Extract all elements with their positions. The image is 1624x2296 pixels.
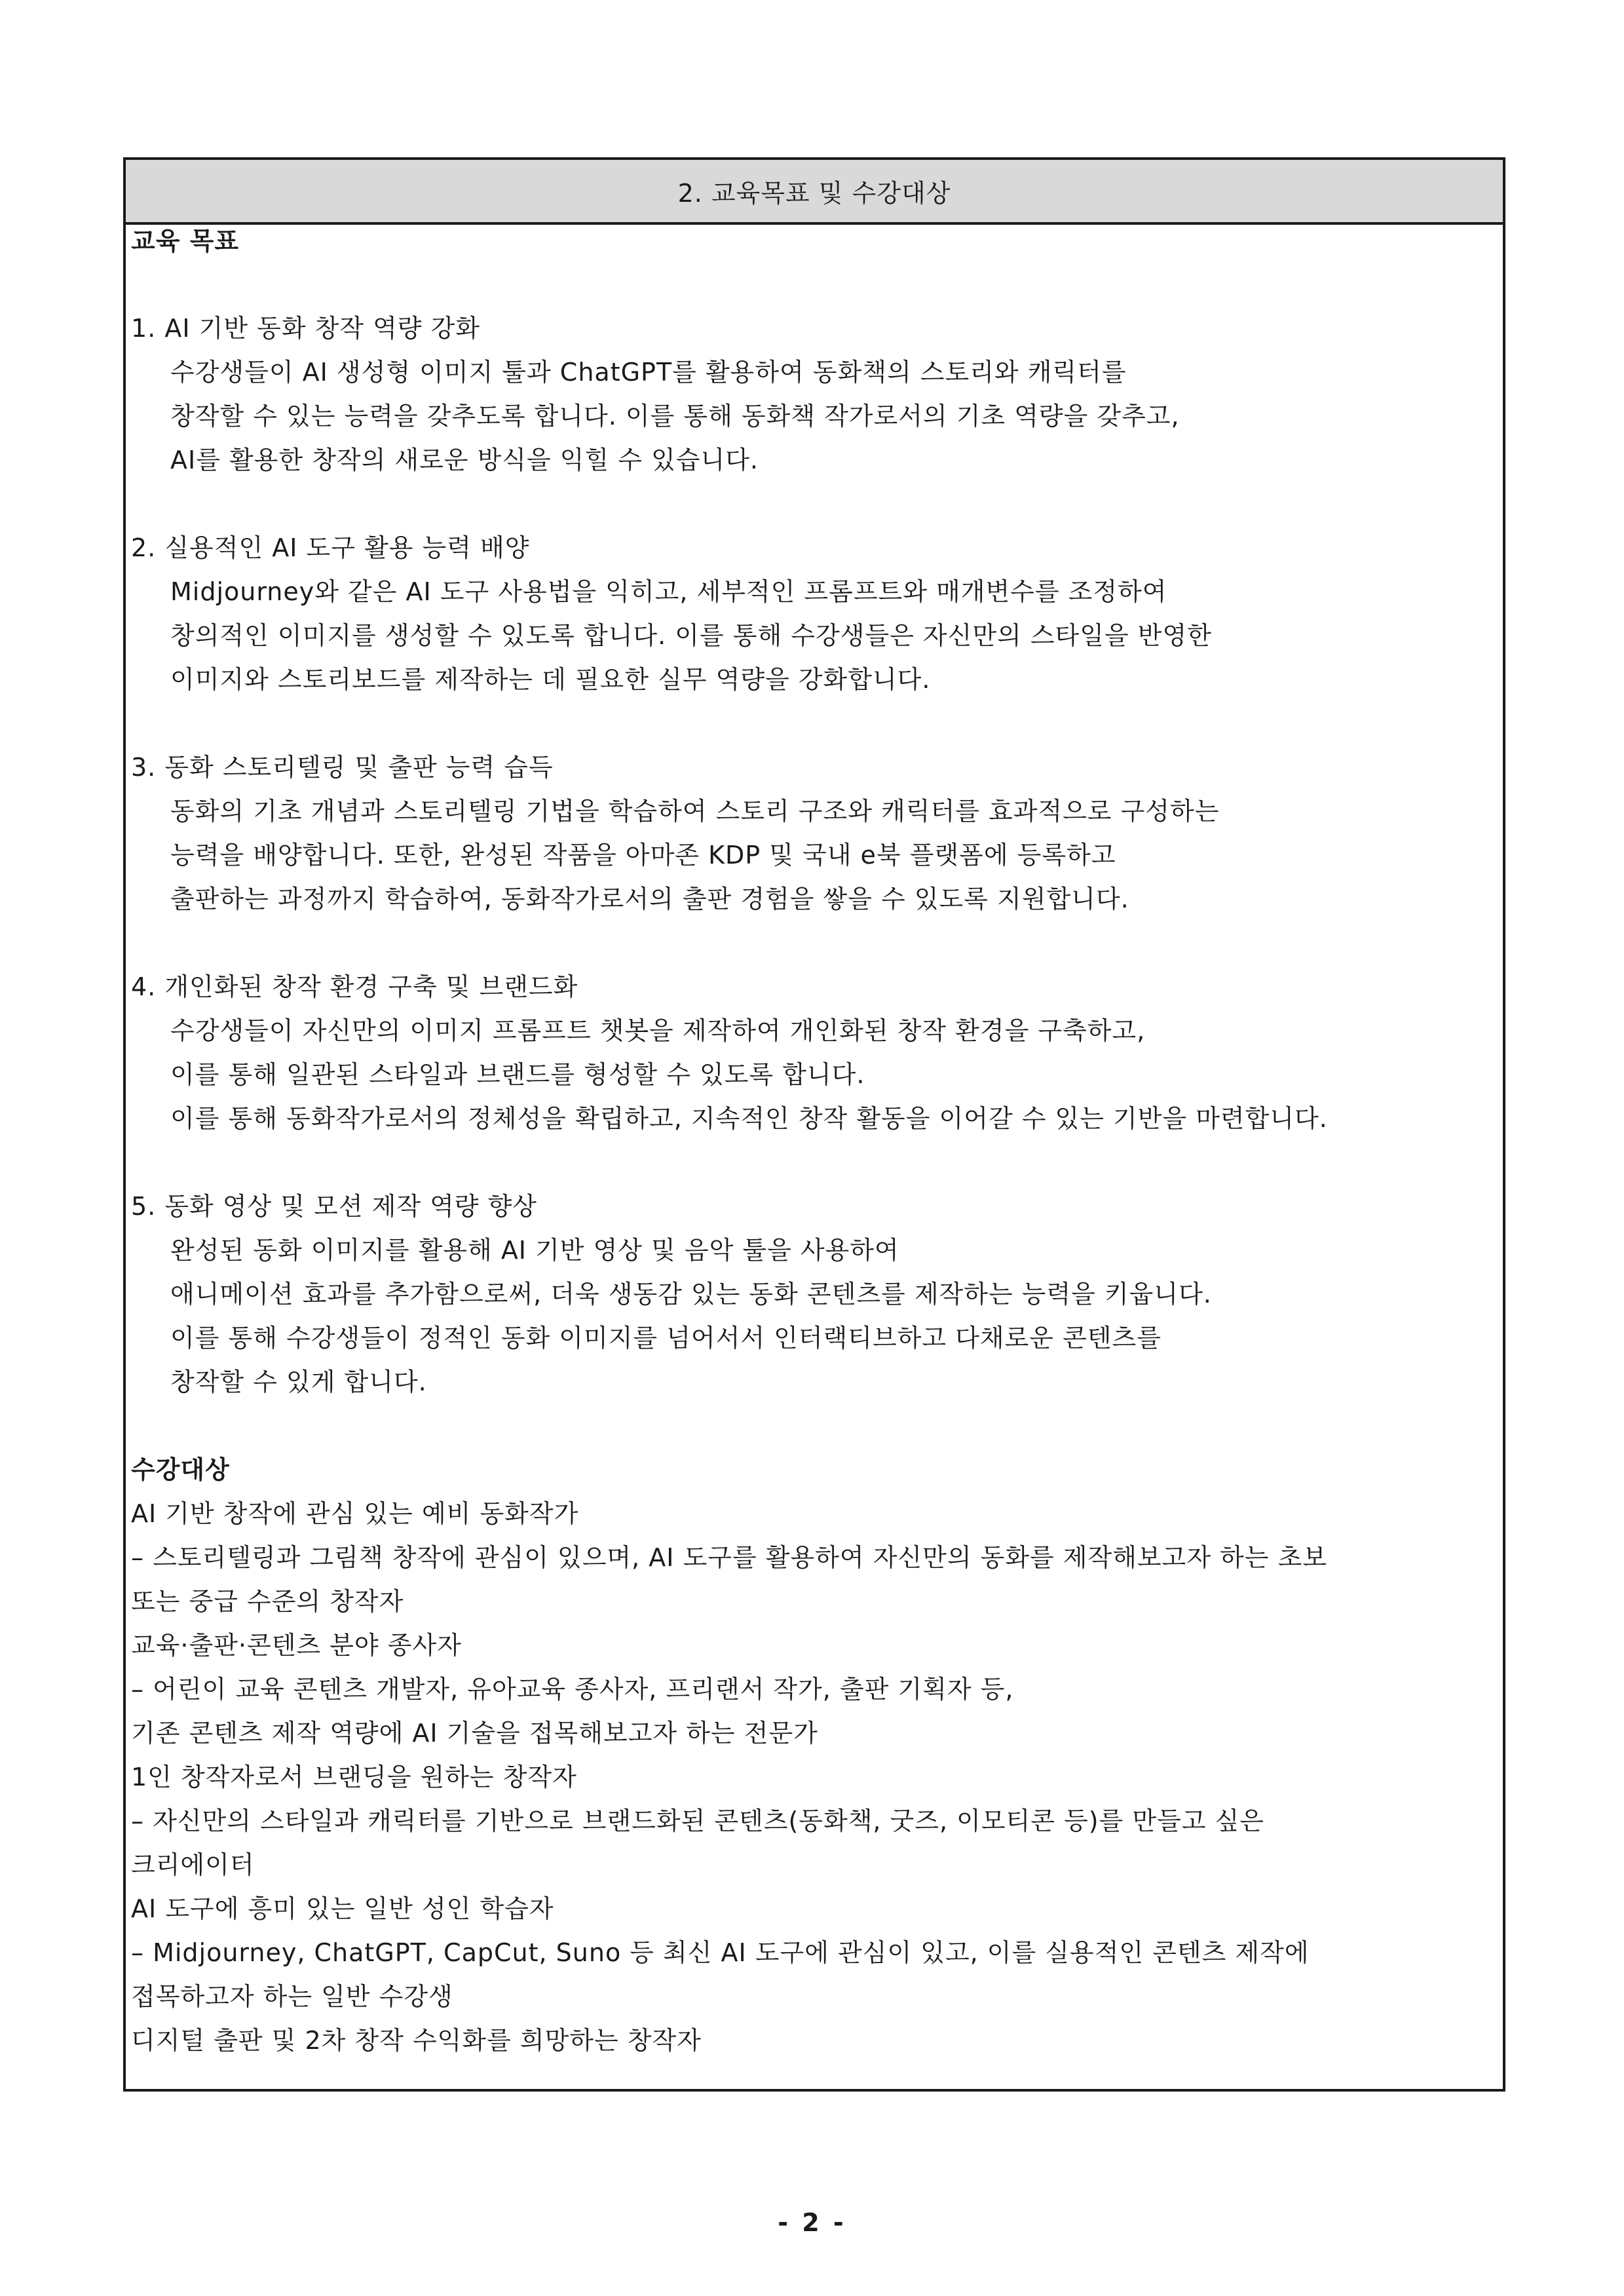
audience-line: 디지털 출판 및 2차 창작 수익화를 희망하는 창작자 [131, 2026, 702, 2055]
audience-line: AI 도구에 흥미 있는 일반 성인 학습자 [131, 1894, 554, 1923]
goal-3-line: 출판하는 과정까지 학습하여, 동화작가로서의 출판 경험을 쌓을 수 있도록 지원합니다. [170, 885, 1129, 913]
audience-line: 교육·출판·콘텐츠 분야 종사자 [131, 1631, 462, 1660]
goal-3-line: 능력을 배양합니다. 또한, 완성된 작품을 아마존 KDP 및 국내 e북 플랫폼에 등록하고 [170, 841, 1116, 870]
page-number: - 2 - [778, 2208, 846, 2237]
goal-2-line: 이미지와 스토리보드를 제작하는 데 필요한 실무 역량을 강화합니다. [170, 665, 931, 694]
section-title-bar [126, 160, 1503, 225]
goal-2-line: 창의적인 이미지를 생성할 수 있도록 합니다. 이를 통해 수강생들은 자신만의 스타일을 반영한 [170, 621, 1212, 650]
goal-1-title: 1. AI 기반 동화 창작 역량 강화 [131, 314, 481, 343]
audience-line: 접목하고자 하는 일반 수강생 [131, 1982, 453, 2011]
audience-line: – 어린이 교육 콘텐츠 개발자, 유아교육 종사자, 프리랜서 작가, 출판 기획자 등, [131, 1675, 1014, 1704]
audience-line: – 스토리텔링과 그림책 창작에 관심이 있으며, AI 도구를 활용하여 자신만의 동화를 제작해보고자 하는 초보 [131, 1543, 1328, 1572]
audience-line: 또는 중급 수준의 창작자 [131, 1587, 404, 1616]
content-box [123, 157, 1505, 2092]
audience-heading: 수강대상 [131, 1455, 230, 1484]
goal-4-line: 수강생들이 자신만의 이미지 프롬프트 챗봇을 제작하여 개인화된 창작 환경을 구축하고, [170, 1016, 1146, 1045]
audience-line: – Midjourney, ChatGPT, CapCut, Suno 등 최신 AI 도구에 관심이 있고, 이를 실용적인 콘텐츠 제작에 [131, 1938, 1310, 1967]
goal-5-line: 이를 통해 수강생들이 정적인 동화 이미지를 넘어서서 인터랙티브하고 다채로운 콘텐츠를 [170, 1324, 1161, 1352]
goal-1-line: 창작할 수 있는 능력을 갖추도록 합니다. 이를 통해 동화책 작가로서의 기초 역량을 갖추고, [170, 402, 1180, 430]
goal-2-title: 2. 실용적인 AI 도구 활용 능력 배양 [131, 533, 530, 562]
audience-line: 1인 창작자로서 브랜딩을 원하는 창작자 [131, 1763, 577, 1791]
goal-2-line: Midjourney와 같은 AI 도구 사용법을 익히고, 세부적인 프롬프트와 매개변수를 조정하여 [170, 577, 1167, 606]
goal-1-line: 수강생들이 AI 생성형 이미지 툴과 ChatGPT를 활용하여 동화책의 스토리와 캐릭터를 [170, 358, 1127, 387]
goal-3-title: 3. 동화 스토리텔링 및 출판 능력 습득 [131, 753, 554, 782]
goal-3-line: 동화의 기초 개념과 스토리텔링 기법을 학습하여 스토리 구조와 캐릭터를 효과적으로 구성하는 [170, 797, 1220, 826]
goal-5-line: 애니메이션 효과를 추가함으로써, 더욱 생동감 있는 동화 콘텐츠를 제작하는 능력을 키웁니다. [170, 1280, 1212, 1309]
goal-1-line: AI를 활용한 창작의 새로운 방식을 익힐 수 있습니다. [170, 446, 759, 474]
goal-5-title: 5. 동화 영상 및 모션 제작 역량 향상 [131, 1192, 538, 1221]
goal-5-line: 완성된 동화 이미지를 활용해 AI 기반 영상 및 음악 툴을 사용하여 [170, 1236, 899, 1265]
audience-line: 크리에이터 [131, 1850, 255, 1879]
goal-4-line: 이를 통해 일관된 스타일과 브랜드를 형성할 수 있도록 합니다. [170, 1060, 865, 1089]
audience-line: 기존 콘텐츠 제작 역량에 AI 기술을 접목해보고자 하는 전문가 [131, 1719, 818, 1748]
section-title: 2. 교육목표 및 수강대상 [677, 179, 951, 208]
audience-line: AI 기반 창작에 관심 있는 예비 동화작가 [131, 1499, 579, 1528]
audience-line: – 자신만의 스타일과 캐릭터를 기반으로 브랜드화된 콘텐츠(동화책, 굿즈, 이모티콘 등)를 만들고 싶은 [131, 1807, 1265, 1835]
goal-4-title: 4. 개인화된 창작 환경 구축 및 브랜드화 [131, 972, 578, 1001]
goal-5-line: 창작할 수 있게 합니다. [170, 1368, 427, 1396]
goal-4-line: 이를 통해 동화작가로서의 정체성을 확립하고, 지속적인 창작 활동을 이어갈 수 있는 기반을 마련합니다. [170, 1104, 1328, 1133]
goals-heading: 교육 목표 [131, 227, 240, 256]
